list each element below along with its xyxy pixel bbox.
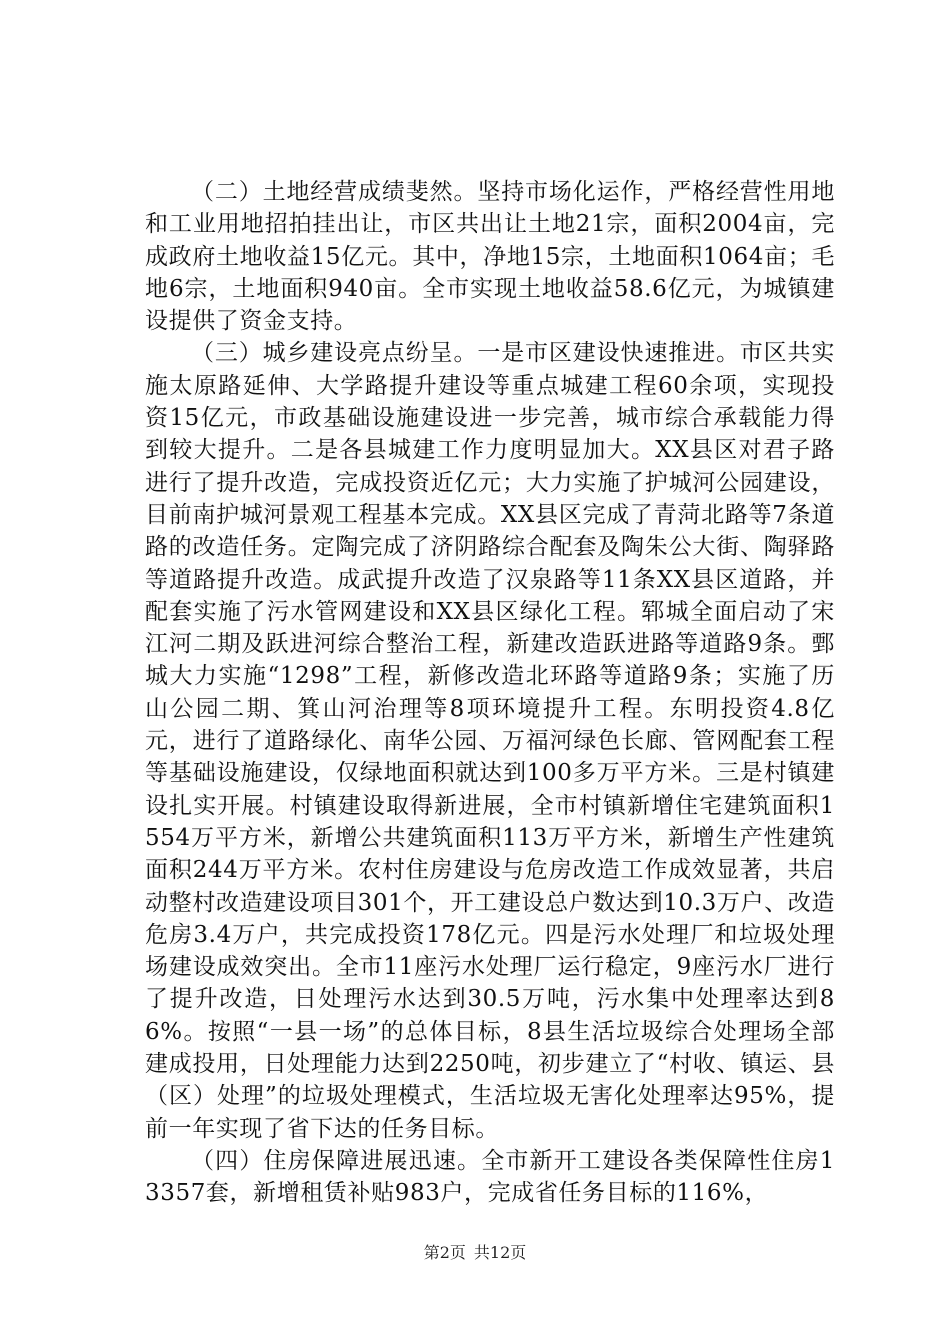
paragraph-housing-security: （四）住房保障进展迅速。全市新开工建设各类保障性住房13357套，新增租赁补贴983户，完成省任务目标的116%， — [145, 1147, 835, 1207]
page-footer — [0, 1243, 950, 1263]
paragraph-urban-rural-construction: （三）城乡建设亮点纷呈。一是市区建设快速推进。市区共实施太原路延伸、大学路提升建设等重点城建工程60余项，实现投资15亿元，市政基础设施建设进一步完善，城市综合承载能力得到较大提升。二是各县城建工作力度明显加大。XX县区对君子路进行了提升改造，完成投资近亿元；大力实施了护城河公园建设，目前南护城河景观工程基本完成。XX县区完成了青菏北路等7条道路的改造任务。定陶完成了济阴路综合配套及陶朱公大街、陶驿路等道路提升改造。成武提升改造了汉泉路等11条XX县区道路，并配套实施了污水管网建设和XX县区绿化工程。郓城全面启动了宋江河二期及跃进河综合整治工程，新建改造跃进路等道路9条。鄄城大力实施“1298”工程，新修改造北环路等道路9条；实施了历山公园二期、箕山河治理等8项环境提升工程。东明投资4.8亿元，进行了道路绿化、南华公园、万福河绿色长廊、管网配套工程等基础设施建设，仅绿地面积就达到100多万平方米。三是村镇建设扎实开展。村镇建设取得新进展，全市村镇新增住宅建筑面积1554万平方米，新增公共建筑面积113万平方米，新增生产性建筑面积244万平方米。农村住房建设与危房改造工作成效显著，共启动整村改造建设项目301个，开工建设总户数达到10.3万户、改造危房3.4万户，共完成投资178亿元。四是污水处理厂和垃圾处理场建设成效突出。全市11座污水处理厂运行稳定，9座污水厂进行了提升改造，日处理污水达到30.5万吨，污水集中处理率达到86%。按照“一县一场”的总体目标，8县生活垃圾综合处理场全部建成投用，日处理能力达到2250吨，初步建立了“村收、镇运、县（区）处理”的垃圾处理模式，生活垃圾无害化处理率达95%，提前一年实现了省下达的任务目标。 — [145, 340, 835, 1142]
document-body — [145, 176, 835, 1210]
paragraph-land-management: （二）土地经营成绩斐然。坚持市场化运作，严格经营性用地和工业用地招拍挂出让，市区共出让土地21宗，面积2004亩，完成政府土地收益15亿元。其中，净地15宗，土地面积1064亩；毛地6宗，土地面积940亩。全市实现土地收益58.6亿元，为城镇建设提供了资金支持。 — [145, 179, 835, 335]
page-number: 第2页 — [423, 1243, 466, 1262]
page-total: 共12页 — [473, 1243, 527, 1262]
